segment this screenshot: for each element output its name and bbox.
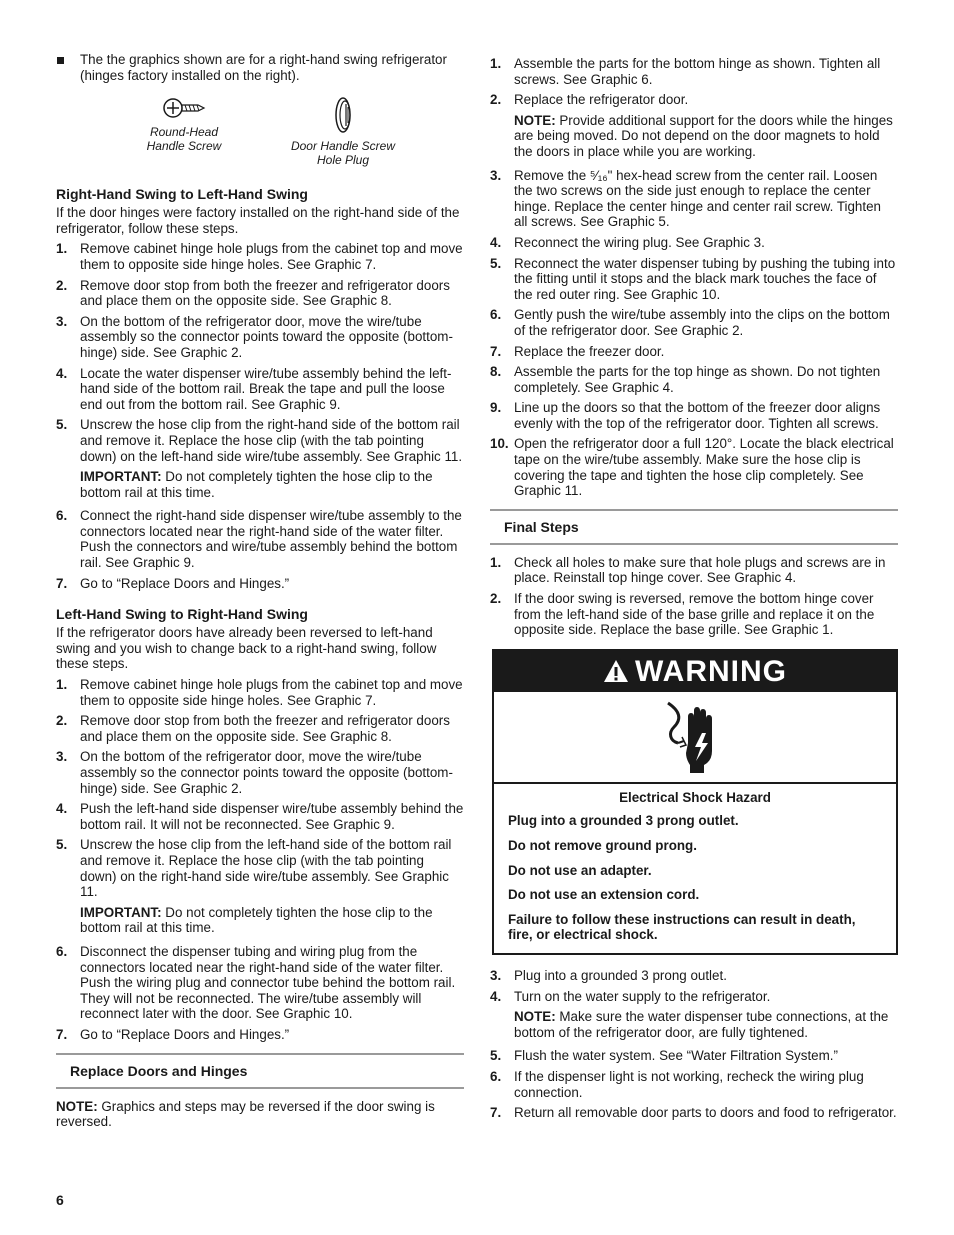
step: [490, 92, 898, 108]
step: [490, 400, 898, 431]
step-number: 7.: [490, 343, 502, 359]
step-text: Unscrew the hose clip from the right-hand side of the bottom rail and remove it. Replace the hose clip (with the tab pointing down) on the left-hand side wire/tube assembly. See Graphic 11.: [80, 417, 463, 464]
warning-body: [494, 784, 896, 953]
important-label: IMPORTANT:: [80, 904, 162, 920]
step: [490, 307, 898, 338]
step-number: 5.: [56, 417, 68, 433]
step-text: Replace the freezer door.: [514, 343, 665, 359]
warning-line: Do not use an adapter.: [508, 862, 652, 878]
step-text: On the bottom of the refrigerator door, move the wire/tube assembly so the connector points toward the opposite (bottom-hinge) side. See Graphic 2.: [80, 313, 453, 360]
note-label: NOTE:: [514, 1009, 556, 1025]
intro-bullet-text: The the graphics shown are for a right-hand swing refrigerator (hinges factory installed on the right).: [80, 52, 447, 83]
step-number: 7.: [56, 1026, 68, 1042]
step-text: Locate the water dispenser wire/tube assembly behind the left-hand side of the bottom rail. Break the tape and pull the loose end out from the bottom rail. See Graphic 9.: [80, 365, 452, 412]
step-number: 3.: [490, 967, 502, 983]
step-text: Plug into a grounded 3 prong outlet.: [514, 967, 727, 983]
important-label: IMPORTANT:: [80, 469, 162, 485]
note-label: NOTE:: [514, 112, 556, 128]
step: [56, 713, 464, 744]
step: [56, 749, 464, 796]
section-intro: If the door hinges were factory installed on the right-hand side of the refrigerator, follow these steps.: [56, 205, 460, 236]
step: [56, 576, 464, 592]
step-text: Remove door stop from both the freezer and refrigerator doors and place them on the opposite side. See Graphic 8.: [80, 277, 450, 309]
warning-triangle-icon: [603, 659, 629, 683]
step-text: Go to “Replace Doors and Hinges.”: [80, 575, 290, 591]
step-number: 1.: [490, 56, 502, 71]
step-number: 6.: [56, 943, 68, 959]
hazard-title: Electrical Shock Hazard: [619, 789, 771, 805]
section-heading-lh-to-rh: Left-Hand Swing to Right-Hand Swing: [56, 606, 308, 623]
step: [490, 989, 898, 1005]
step: [490, 968, 898, 984]
step-text: Remove door stop from both the freezer and refrigerator doors and place them on the opposite side. See Graphic 8.: [80, 713, 450, 744]
warning-icon-area: [494, 692, 896, 784]
step: [56, 278, 464, 309]
note-label: NOTE:: [56, 1098, 98, 1114]
step-number: 1.: [56, 677, 68, 693]
step: [490, 168, 898, 230]
step-text: If the dispenser light is not working, recheck the wiring plug connection.: [514, 1068, 864, 1100]
step-number: 8.: [490, 364, 502, 380]
step-number: 3.: [56, 313, 68, 329]
step: [490, 1105, 898, 1121]
step-number: 5.: [56, 837, 68, 853]
intro-bullet: [56, 52, 464, 83]
step: [490, 591, 898, 638]
step-number: 2.: [490, 591, 502, 607]
step: [56, 944, 464, 1022]
note-text: Make sure the water dispenser tube connections, at the bottom of the refrigerator door, are fully tightened.: [514, 1009, 889, 1040]
step-text: Assemble the parts for the bottom hinge as shown. Tighten all screws. See Graphic 6.: [514, 56, 881, 87]
note-text: Provide additional support for the doors while the hinges are being moved. Do not depend on the door magnets to hold the doors in place while you are working.: [514, 112, 893, 159]
step-text: Connect the right-hand side dispenser wire/tube assembly to the connectors located near the right-hand side of the water filter. Push the connectors and wire/tube assembly behind the bottom rail. See Graphic 9.: [80, 508, 462, 571]
warning-header: [494, 651, 896, 692]
step-number: 2.: [56, 713, 68, 729]
important-note: [56, 905, 464, 936]
section-intro: If the refrigerator doors have already been reversed to left-hand swing and you wish to change back to a right-hand swing, follow these steps.: [56, 625, 437, 672]
step-note: [490, 113, 898, 160]
important-text: Do not completely tighten the hose clip to the bottom rail at this time.: [80, 904, 433, 936]
step-text: Disconnect the dispenser tubing and wiring plug from the connectors located near the right-hand side of the water filter. Push the wiring plug and connector tube behind the bottom rail. They will not be reconnected. The wire/tube assembly will reconnect later with the door. See Graphic 10.: [80, 943, 456, 1022]
step-text: Reconnect the wiring plug. See Graphic 3.: [514, 234, 765, 250]
step: [490, 344, 898, 360]
step: [490, 364, 898, 395]
step-text: Push the left-hand side dispenser wire/tube assembly behind the bottom rail. It will not be reconnected. See Graphic 9.: [80, 801, 464, 832]
step-note: [490, 1009, 898, 1040]
step: [56, 837, 464, 899]
step-text: Check all holes to make sure that hole plugs and screws are in place. Reinstall top hinge cover. See Graphic 4.: [514, 554, 886, 586]
warning-title: WARNING: [635, 654, 787, 688]
step-text: Remove cabinet hinge hole plugs from the cabinet top and move them to opposite side hinge holes. See Graphic 7.: [80, 677, 463, 708]
figure-caption: Round-Head Handle Screw: [146, 125, 222, 154]
step-text: Reconnect the water dispenser tubing by pushing the tubing into the fitting until it stops and the black mark touches the face of the red outer ring. See Graphic 10.: [514, 255, 896, 302]
step-number: 9.: [490, 400, 502, 416]
step-text: If the door swing is reversed, remove the bottom hinge cover from the left-hand side of the base grille and replace it on the opposite side. Replace the base grille. See Graphic 1.: [514, 591, 875, 638]
step-text: Return all removable door parts to doors and food to refrigerator.: [514, 1105, 897, 1121]
step-text: Remove the ⁵⁄₁₆" hex-head screw from the center rail. Loosen the two screws on the side just enough to replace the center hinge. Replace the center hinge and center rail screw. Tighten all screws. See Graphic 5.: [514, 167, 881, 230]
step: [490, 1048, 898, 1064]
section-heading-rh-to-lh: Right-Hand Swing to Left-Hand Swing: [56, 186, 308, 203]
warning-line: Do not use an extension cord.: [508, 887, 700, 903]
step-number: 4.: [56, 365, 68, 381]
step-number: 4.: [490, 988, 502, 1004]
step: [56, 366, 464, 413]
bullet-square-icon: [57, 57, 64, 64]
step-number: 5.: [490, 255, 502, 271]
warning-box: [492, 649, 898, 955]
hardware-figures: [140, 95, 464, 167]
step: [490, 56, 898, 87]
step-number: 4.: [56, 801, 68, 817]
figure-door-handle-plug: [288, 95, 398, 167]
step-number: 3.: [490, 167, 502, 183]
step-number: 7.: [56, 575, 68, 591]
step: [56, 417, 464, 464]
step-text: Open the refrigerator door a full 120°. Locate the black electrical tape on the wire/tube assembly. Make sure the hose clip is covering the tape and tighten the hose clip completely. See Graphic 11.: [514, 436, 894, 499]
step: [490, 436, 898, 498]
step-text: Remove cabinet hinge hole plugs from the cabinet top and move them to opposite side hinge holes. See Graphic 7.: [80, 241, 463, 272]
right-column: [490, 56, 898, 1121]
step-text: Assemble the parts for the top hinge as shown. Do not tighten completely. See Graphic 4.: [514, 364, 881, 395]
step-number: 1.: [490, 554, 502, 570]
step: [490, 555, 898, 586]
step-number: 3.: [56, 749, 68, 765]
step-number: 6.: [56, 508, 68, 524]
replace-note: [56, 1099, 464, 1130]
step-number: 2.: [490, 92, 502, 108]
section-banner-final-steps: Final Steps: [490, 509, 898, 545]
step-text: Line up the doors so that the bottom of the freezer door aligns evenly with the top of the refrigerator door. Tighten all screws.: [514, 400, 881, 431]
step-number: 2.: [56, 277, 68, 293]
step: [490, 1069, 898, 1100]
figure-caption: Door Handle Screw Hole Plug: [290, 139, 396, 168]
step: [56, 677, 464, 708]
step: [56, 241, 464, 272]
step-number: 1.: [56, 241, 68, 257]
section-banner-replace-doors: Replace Doors and Hinges: [56, 1053, 464, 1089]
step: [56, 801, 464, 832]
important-text: Do not completely tighten the hose clip to the bottom rail at this time.: [80, 469, 433, 500]
warning-line: Plug into a grounded 3 prong outlet.: [508, 813, 739, 829]
electrical-shock-icon: [664, 699, 726, 775]
page-number: 6: [56, 1192, 64, 1208]
step: [56, 508, 464, 570]
step-text: Turn on the water supply to the refrigerator.: [514, 988, 771, 1004]
step: [56, 314, 464, 361]
left-column: [56, 52, 464, 1130]
step-text: Go to “Replace Doors and Hinges.”: [80, 1026, 290, 1042]
step-number: 10.: [490, 436, 509, 452]
step-number: 7.: [490, 1105, 502, 1121]
warning-line: Do not remove ground prong.: [508, 838, 697, 853]
door-handle-plug-icon: [331, 95, 355, 135]
step-number: 6.: [490, 1068, 502, 1084]
step-text: Replace the refrigerator door.: [514, 92, 689, 108]
figure-round-head-screw: [140, 95, 228, 167]
step-number: 6.: [490, 307, 502, 323]
warning-line: Failure to follow these instructions can result in death, fire, or electrical shock.: [508, 911, 856, 943]
step: [490, 235, 898, 251]
round-head-screw-icon: [162, 95, 206, 121]
step-text: Flush the water system. See “Water Filtration System.”: [514, 1048, 838, 1064]
note-text: Graphics and steps may be reversed if the door swing is reversed.: [56, 1098, 435, 1130]
step-number: 4.: [490, 234, 502, 250]
step: [490, 256, 898, 303]
step: [56, 1027, 464, 1043]
step-text: Unscrew the hose clip from the left-hand side of the bottom rail and remove it. Replace the hose clip (with the tab pointing down) on the right-hand side wire/tube assembly. See Graphic 11.: [80, 837, 452, 900]
important-note: [56, 469, 464, 500]
step-text: Gently push the wire/tube assembly into the clips on the bottom of the refrigerator door. See Graphic 2.: [514, 307, 890, 338]
step-text: On the bottom of the refrigerator door, move the wire/tube assembly so the connector points toward the opposite (bottom-hinge) side. See Graphic 2.: [80, 749, 453, 796]
step-number: 5.: [490, 1048, 502, 1064]
